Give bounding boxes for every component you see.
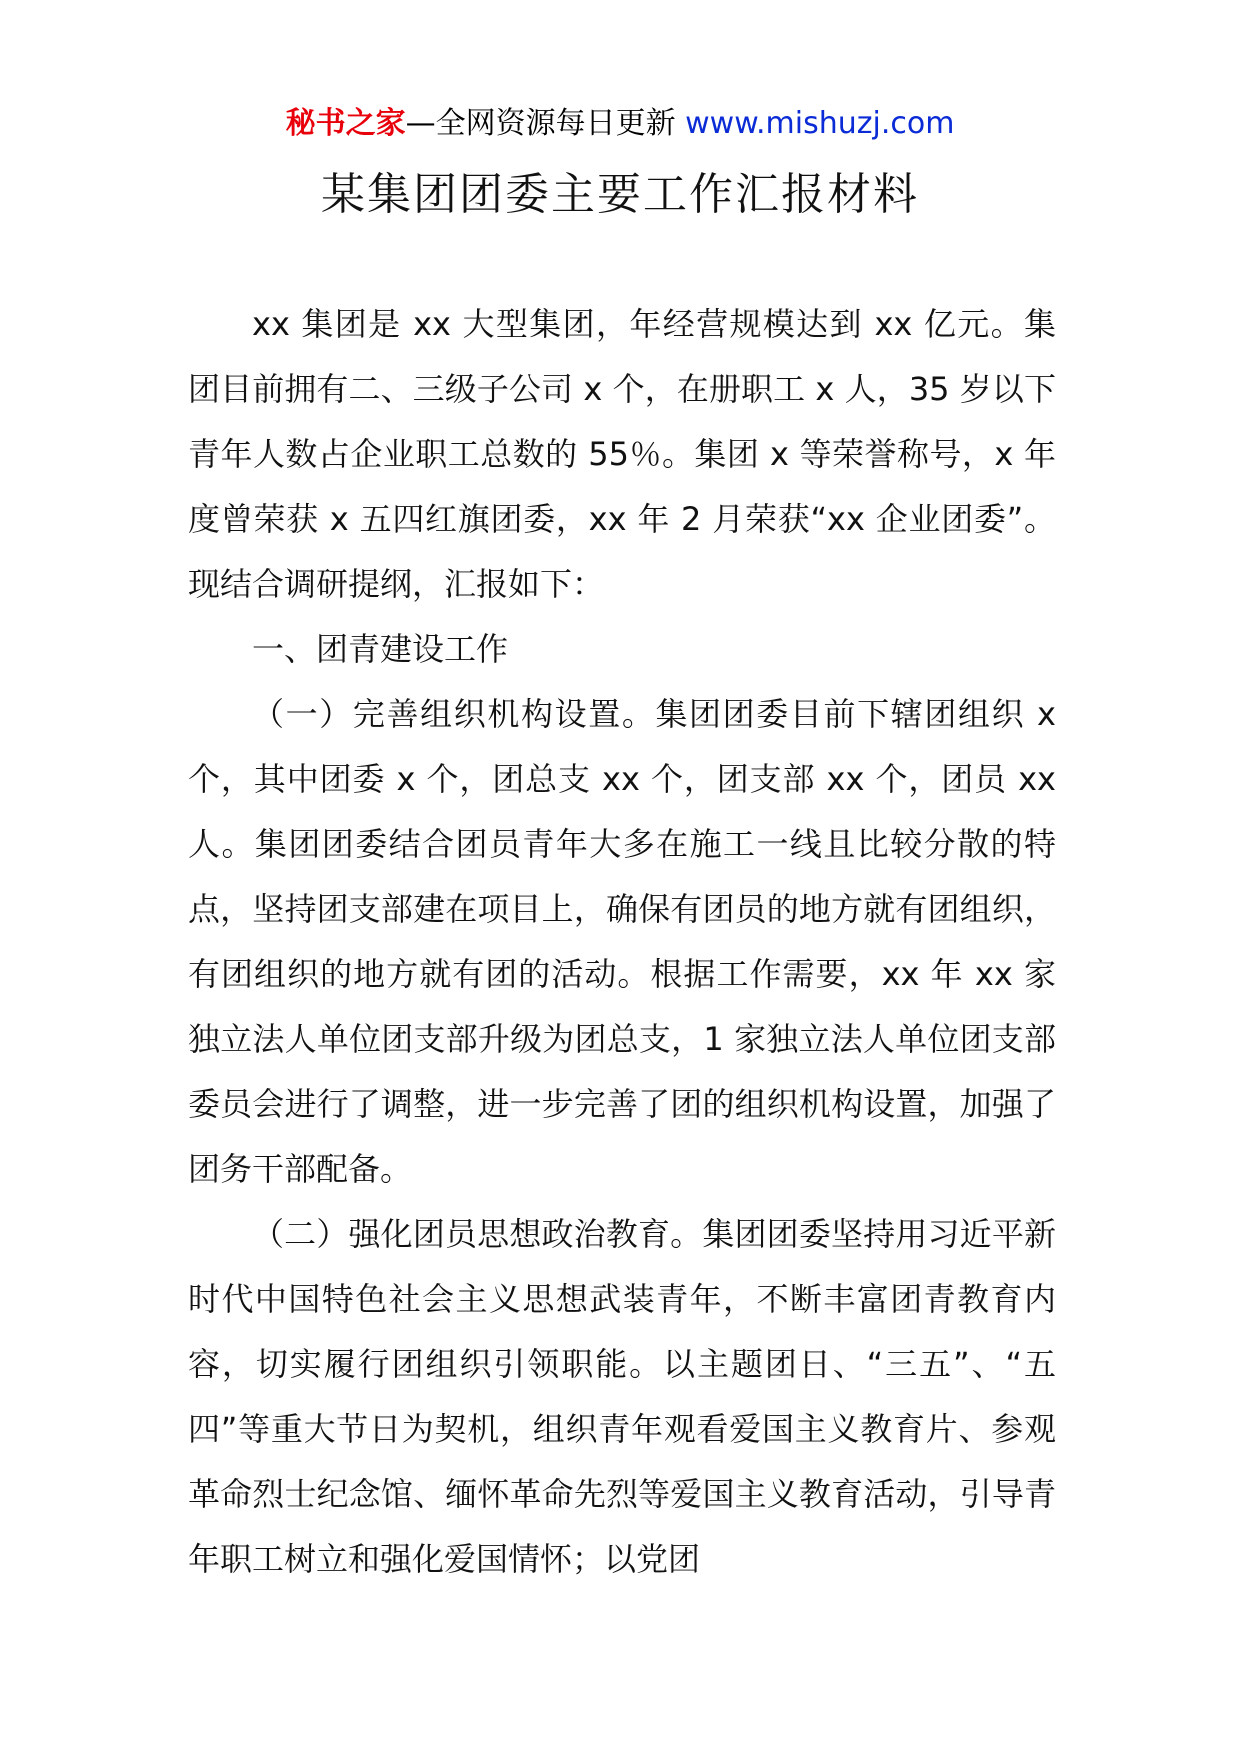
document-body [188, 292, 1056, 1592]
paragraph-political-education: （二）强化团员思想政治教育。集团团委坚持用习近平新时代中国特色社会主义思想武装青年，不断丰富团青教育内容，切实履行团组织引领职能。以主题团日、“三五”、“五四”等重大节日为契机，组织青年观看爱国主义教育片、参观革命烈士纪念馆、缅怀革命先烈等爱国主义教育活动，引导青年职工树立和强化爱国情怀；以党团 [188, 1215, 1056, 1578]
document-title: 某集团团委主要工作汇报材料 [321, 169, 919, 220]
watermark-header [0, 104, 1240, 144]
brand-slogan: —全网资源每日更新 [405, 106, 676, 141]
paragraph-intro: xx 集团是 xx 大型集团，年经营规模达到 xx 亿元。集团目前拥有二、三级子公司 x 个，在册职工 x 人，35 岁以下青年人数占企业职工总数的 55％。集团 x 等荣誉称号，x 年度曾荣获 x 五四红旗团委，xx 年 2 月荣获“xx 企业团委”。现结合调研提纲，汇报如下： [188, 305, 1056, 603]
section-heading: 一、团青建设工作 [252, 630, 509, 668]
paragraph-org-structure: （一）完善组织机构设置。集团团委目前下辖团组织 x 个，其中团委 x 个，团总支 xx 个，团支部 xx 个，团员 xx 人。集团团委结合团员青年大多在施工一线且比较分散的特点，坚持团支部建在项目上，确保有团员的地方就有团组织，有团组织的地方就有团的活动。根据工作需要，xx 年 xx 家独立法人单位团支部升级为团总支，1 家独立法人单位团支部委员会进行了调整，进一步完善了团的组织机构设置，加强了团务干部配备。 [188, 695, 1056, 1188]
brand-name: 秘书之家 [285, 106, 406, 141]
brand-site-link[interactable]: www.mishuzj.com [685, 106, 955, 141]
